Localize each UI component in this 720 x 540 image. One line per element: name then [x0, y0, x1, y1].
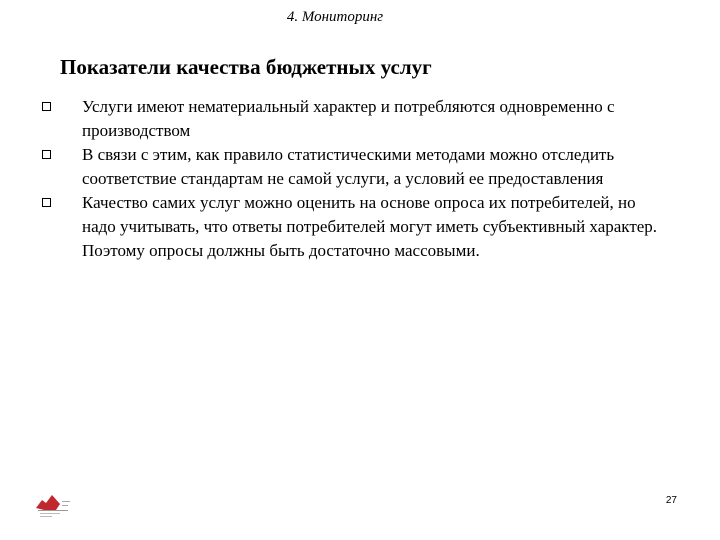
- bullet-text: Услуги имеют нематериальный характер и потребляются одновременно с производством: [82, 97, 615, 140]
- section-header: [0, 9, 670, 26]
- bullet-text: Качество самих услуг можно оценить на основе опроса их потребителей, но надо учитывать, что ответы потребителей могут иметь субъективный характер. Поэтому опросы должны быть достаточно массовыми.: [82, 193, 658, 260]
- bullet-item: [40, 95, 660, 143]
- bullet-list: [40, 95, 660, 263]
- slide-title: Показатели качества бюджетных услуг: [60, 55, 432, 79]
- bullet-item: [40, 191, 660, 263]
- bullet-text: В связи с этим, как правило статистическими методами можно отследить соответствие стандартам не самой услуги, а условий ее предоставления: [82, 145, 615, 188]
- logo-icon: [34, 492, 74, 522]
- page-number: 27: [665, 495, 677, 506]
- square-bullet-icon: [42, 102, 51, 111]
- section-header-text: 4. Мониторинг: [286, 9, 384, 25]
- logo-graphic: [34, 492, 74, 522]
- square-bullet-icon: [42, 150, 51, 159]
- bullet-item: [40, 143, 660, 191]
- square-bullet-icon: [42, 198, 51, 207]
